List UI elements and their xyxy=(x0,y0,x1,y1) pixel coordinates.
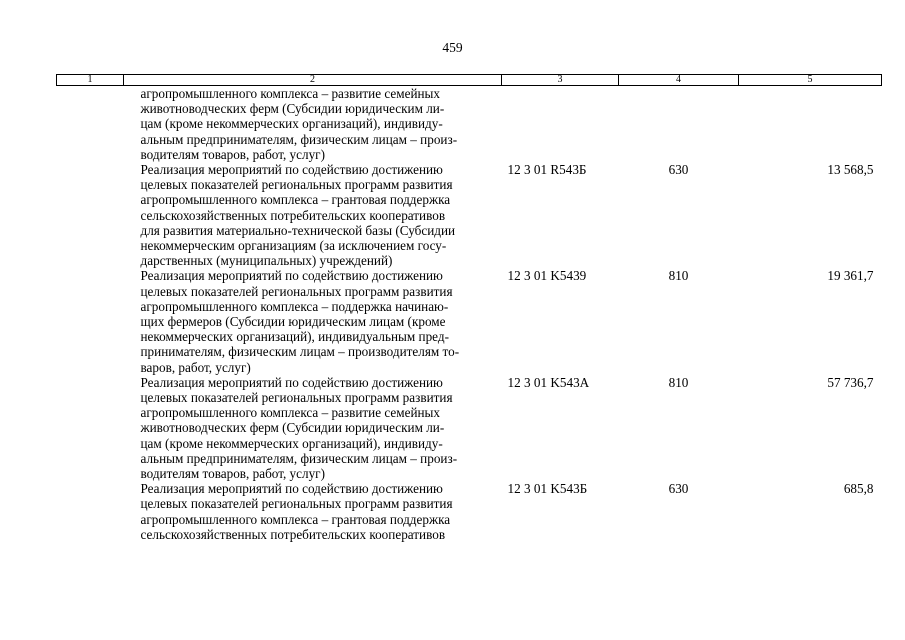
item-name-line: целевых показателей региональных программ развития xyxy=(140,283,453,299)
item-name-cell xyxy=(124,375,502,481)
target-code-cell: 12 3 01 K543Б xyxy=(507,481,588,497)
column-header-4: 4 xyxy=(619,75,739,86)
item-name-line: целевых показателей региональных программ развития xyxy=(140,177,453,193)
table-row xyxy=(57,481,882,542)
column-header-2: 2 xyxy=(124,75,502,86)
item-name-cell xyxy=(124,481,502,542)
page-number: 459 xyxy=(442,40,463,55)
table-row xyxy=(57,86,882,163)
expense-type-cell: 630 xyxy=(668,481,689,497)
item-name-line: агропромышленного комплекса – грантовая поддержка xyxy=(140,192,451,208)
budget-table xyxy=(56,74,882,542)
item-name-line: принимателям, физическим лицам – производителям то- xyxy=(140,344,460,360)
item-name-line: целевых показателей региональных программ развития xyxy=(140,496,453,512)
item-name-line: водителям товаров, работ, услуг) xyxy=(140,466,325,482)
row-number-cell xyxy=(57,268,124,374)
table-header xyxy=(57,75,882,86)
item-name-line: Реализация мероприятий по содействию достижению xyxy=(140,374,443,390)
row-number-cell xyxy=(57,375,124,481)
expense-type-cell: 810 xyxy=(668,374,689,390)
item-name-line: животноводческих ферм (Субсидии юридическим ли- xyxy=(140,101,445,117)
item-name-line: целевых показателей региональных программ развития xyxy=(140,390,453,406)
item-name-line: Реализация мероприятий по содействию достижению xyxy=(140,162,443,178)
target-code-cell: 12 3 01 K5439 xyxy=(507,268,587,284)
table-row xyxy=(57,162,882,268)
target-code-cell xyxy=(502,86,619,163)
item-name-line: варов, работ, услуг) xyxy=(140,359,251,375)
item-name-line: альным предпринимателям, физическим лицам – произ- xyxy=(140,450,458,466)
row-number-cell xyxy=(57,86,124,163)
target-code-cell: 12 3 01 K543A xyxy=(507,374,590,390)
amount-cell: 13 568,5 xyxy=(827,162,874,178)
column-header-3: 3 xyxy=(502,75,619,86)
item-name-line: щих фермеров (Субсидии юридическим лицам (кроме xyxy=(140,314,446,330)
row-number-cell xyxy=(57,481,124,542)
amount-cell: 685,8 xyxy=(843,481,874,497)
item-name-line: некоммерческих организаций), индивидуальным пред- xyxy=(140,329,449,345)
amount-cell: 57 736,7 xyxy=(827,374,874,390)
item-name-line: альным предпринимателям, физическим лицам – произ- xyxy=(140,131,458,147)
table-row xyxy=(57,375,882,481)
amount-cell: 19 361,7 xyxy=(827,268,874,284)
item-name-line: агропромышленного комплекса – грантовая поддержка xyxy=(140,511,451,527)
column-header-5: 5 xyxy=(739,75,882,86)
item-name-cell xyxy=(124,86,502,163)
column-header-1: 1 xyxy=(57,75,124,86)
item-name-line: сельскохозяйственных потребительских кооперативов xyxy=(140,207,446,223)
item-name-line: Реализация мероприятий по содействию достижению xyxy=(140,481,443,497)
item-name-line: дарственных (муниципальных) учреждений) xyxy=(140,253,393,269)
item-name-cell xyxy=(124,268,502,374)
item-name-line: цам (кроме некоммерческих организаций), индивиду- xyxy=(140,116,443,132)
item-name-line: Реализация мероприятий по содействию достижению xyxy=(140,268,443,284)
item-name-line: сельскохозяйственных потребительских кооперативов xyxy=(140,526,446,542)
expense-type-cell: 810 xyxy=(668,268,689,284)
amount-cell xyxy=(739,86,882,163)
column-number-row xyxy=(57,75,882,86)
target-code-cell: 12 3 01 R543Б xyxy=(507,162,587,178)
item-name-line: некоммерческим организациям (за исключением госу- xyxy=(140,238,447,254)
item-name-line: агропромышленного комплекса – развитие семейных xyxy=(140,86,441,101)
expense-type-cell: 630 xyxy=(668,162,689,178)
table-row xyxy=(57,268,882,374)
item-name-line: агропромышленного комплекса – развитие семейных xyxy=(140,405,441,421)
item-name-line: для развития материально-технической базы (Субсидии xyxy=(140,222,456,238)
table-body xyxy=(57,86,882,543)
row-number-cell xyxy=(57,162,124,268)
item-name-line: водителям товаров, работ, услуг) xyxy=(140,146,325,162)
item-name-line: агропромышленного комплекса – поддержка начинаю- xyxy=(140,298,449,314)
expense-type-cell xyxy=(619,86,739,163)
item-name-line: цам (кроме некоммерческих организаций), индивиду- xyxy=(140,435,443,451)
item-name-cell xyxy=(124,162,502,268)
item-name-line: животноводческих ферм (Субсидии юридическим ли- xyxy=(140,420,445,436)
